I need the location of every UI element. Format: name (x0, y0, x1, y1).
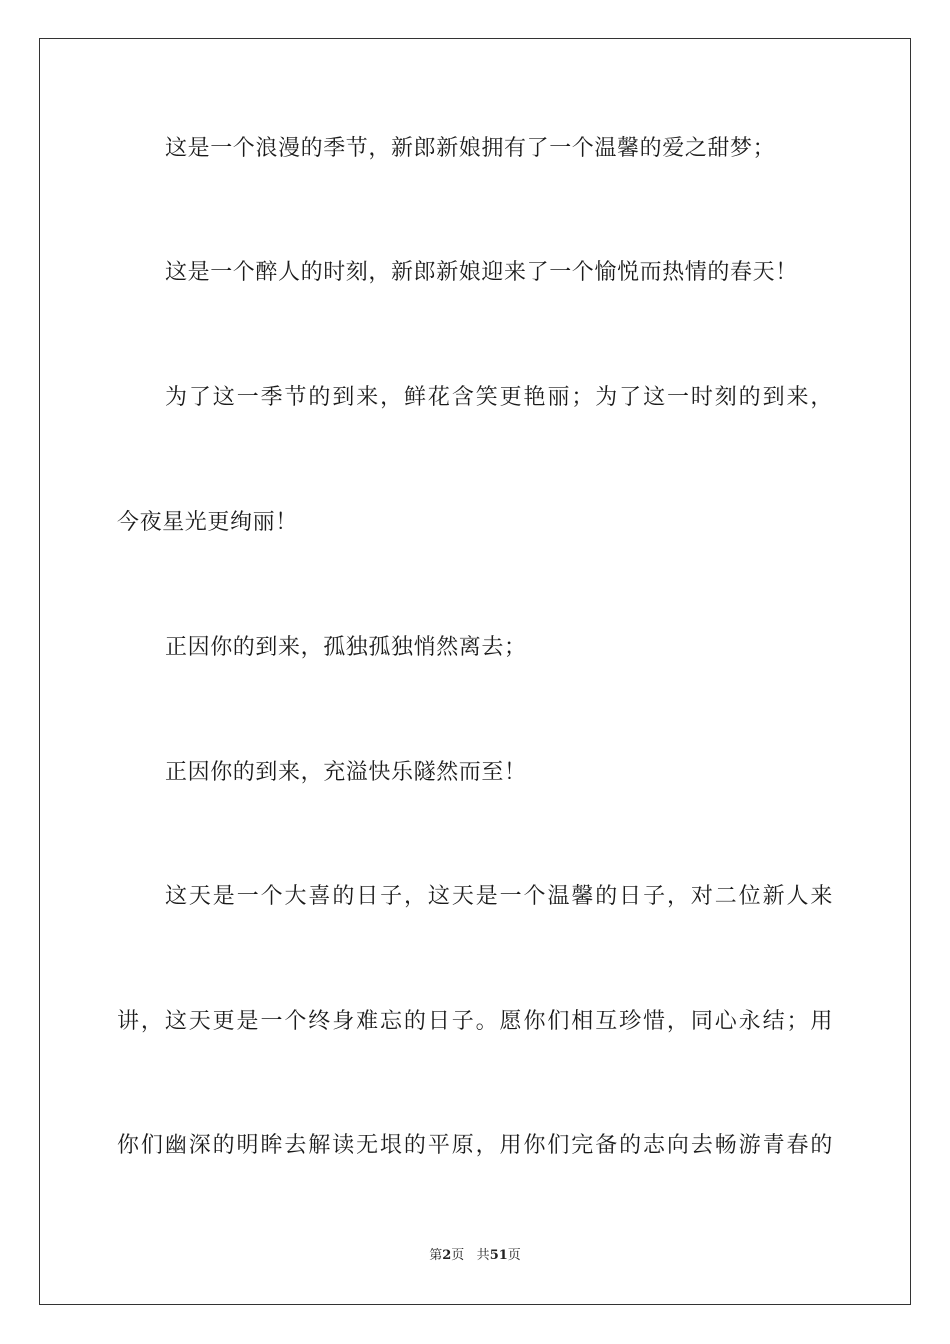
footer-prefix: 第 (429, 1248, 443, 1263)
footer-total-suffix: 页 (507, 1248, 521, 1263)
page-footer (0, 1247, 950, 1265)
footer-total-prefix: 共 (476, 1248, 490, 1263)
paragraph-line: 这是一个醉人的时刻，新郎新娘迎来了一个愉悦而热情的春天！ (165, 260, 798, 285)
paragraph-line: 正因你的到来，孤独孤独悄然离去； (165, 635, 527, 660)
paragraph-line: 你们幽深的明眸去解读无垠的平原，用你们完备的志向去畅游青春的 (117, 1133, 833, 1158)
footer-gap (464, 1248, 476, 1263)
page-border (39, 38, 911, 1305)
paragraph-line: 这是一个浪漫的季节，新郎新娘拥有了一个温馨的爱之甜梦； (165, 136, 776, 161)
paragraph-line: 为了这一季节的到来，鲜花含笑更艳丽；为了这一时刻的到来， (165, 385, 833, 410)
paragraph-line: 正因你的到来，充溢快乐隧然而至！ (165, 760, 527, 785)
current-page-number: 2 (442, 1248, 452, 1263)
paragraph-line: 讲，这天更是一个终身难忘的日子。愿你们相互珍惜，同心永结；用 (117, 1009, 833, 1034)
footer-page-suffix: 页 (451, 1248, 465, 1263)
total-page-count: 51 (489, 1248, 508, 1263)
paragraph-line: 这天是一个大喜的日子，这天是一个温馨的日子，对二位新人来 (165, 884, 833, 909)
paragraph-line: 今夜星光更绚丽！ (117, 510, 298, 535)
